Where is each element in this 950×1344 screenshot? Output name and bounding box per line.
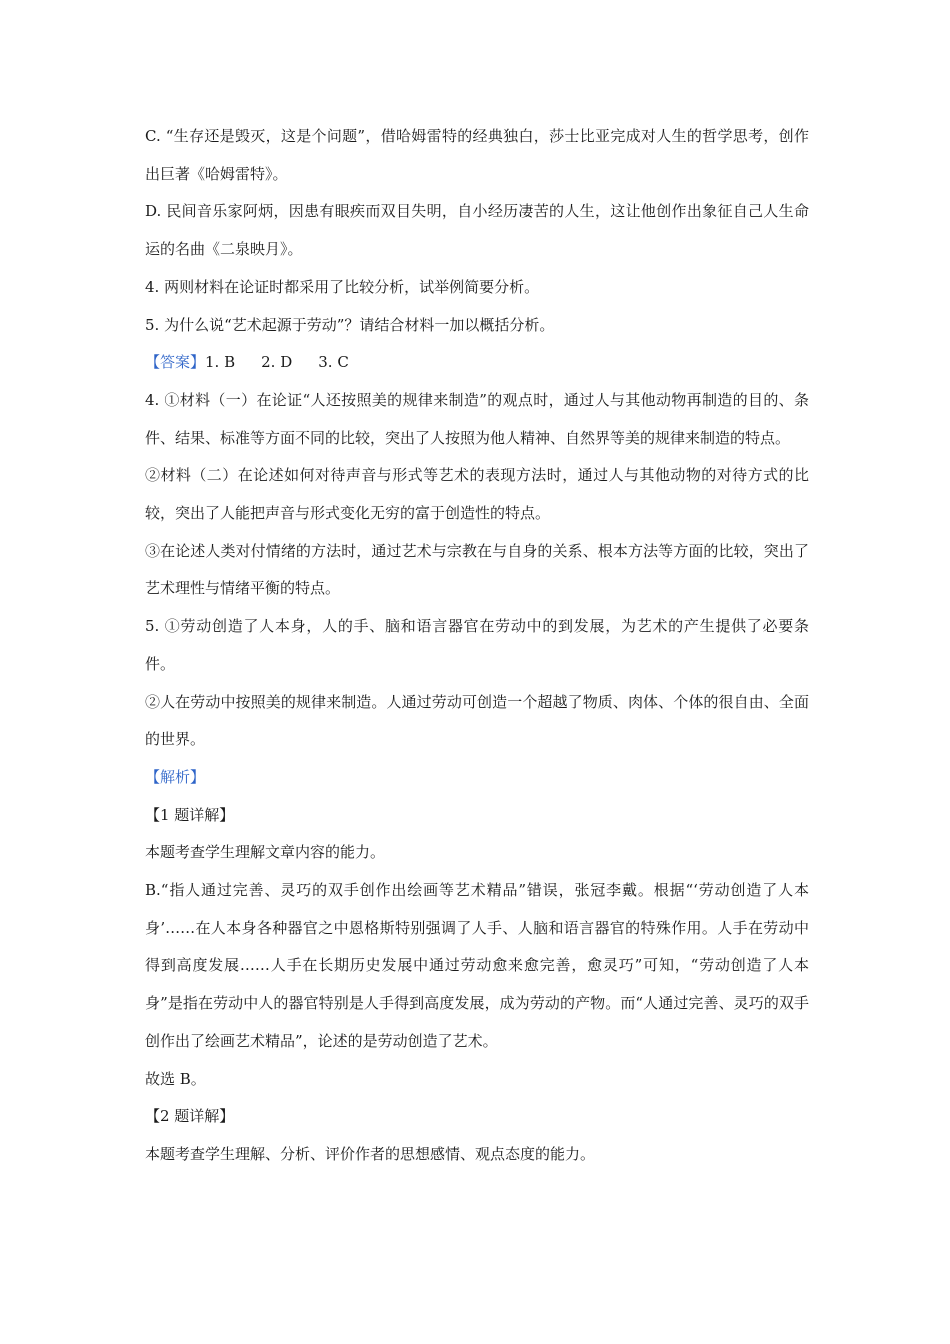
answer-summary bbox=[145, 344, 809, 382]
question-4: 4. 两则材料在论证时都采用了比较分析，试举例简要分析。 bbox=[145, 277, 540, 296]
answer-item-2: 2. D bbox=[261, 353, 293, 372]
q1-intro: 本题考查学生理解文章内容的能力。 bbox=[145, 843, 386, 862]
question-5: 5. 为什么说“艺术起源于劳动”？请结合材料一加以概括分析。 bbox=[145, 315, 555, 334]
answer-4-part-3: ③在论述人类对付情绪的方法时，通过艺术与宗教在与自身的关系、根本方法等方面的比较，突出了艺术理性与情绪平衡的特点。 bbox=[145, 541, 809, 598]
q2-intro: 本题考查学生理解、分析、评价作者的思想感情、观点态度的能力。 bbox=[145, 1144, 596, 1163]
answer-item-1: 1. B bbox=[205, 353, 236, 372]
answer-item-3: 3. C bbox=[318, 353, 349, 372]
q1-conclusion: 故选 B。 bbox=[145, 1069, 206, 1088]
answer-4-part-1: 4. ①材料（一）在论证“人还按照美的规律来制造”的观点时，通过人与其他动物再制造的目的、条件、结果、标准等方面不同的比较，突出了人按照为他人精神、自然界等美的规律来制造的特点。 bbox=[145, 390, 809, 447]
answer-4-part-2: ②材料（二）在论述如何对待声音与形式等艺术的表现方法时，通过人与其他动物的对待方式的比较，突出了人能把声音与形式变化无穷的富于创造性的特点。 bbox=[145, 466, 809, 523]
q1-detail-title: 【1 题详解】 bbox=[145, 805, 235, 824]
option-c: C. “生存还是毁灭，这是个问题”，借哈姆雷特的经典独白，莎士比亚完成对人生的哲学思考，创作出巨著《哈姆雷特》。 bbox=[145, 127, 809, 183]
option-d: D. 民间音乐家阿炳，因患有眼疾而双目失明，自小经历凄苦的人生，这让他创作出象征自己人生命运的名曲《二泉映月》。 bbox=[145, 202, 809, 259]
q2-detail-title: 【2 题详解】 bbox=[145, 1107, 235, 1126]
answer-5-part-2: ②人在劳动中按照美的规律来制造。人通过劳动可创造一个超越了物质、肉体、个体的很自由、全面的世界。 bbox=[145, 692, 809, 749]
analysis-label: 【解析】 bbox=[145, 767, 206, 786]
answer-label: 【答案】 bbox=[145, 353, 206, 372]
answer-5-part-1: 5. ①劳动创造了人本身，人的手、脑和语言器官在劳动中的到发展，为艺术的产生提供了必要条件。 bbox=[145, 617, 809, 673]
q1-body: B.“指人通过完善、灵巧的双手创作出绘画等艺术精品”错误，张冠李戴。根据“‘劳动创造了人本身’……在人本身各种器官之中恩格斯特别强调了人手、人脑和语言器官的特殊作用。人手在劳动中得到高度发展……人手在长期历史发展中通过劳动愈来愈完善，愈灵巧”可知，“劳动创造了人本身”是指在劳动中人的器官特别是人手得到高度发展，成为劳动的产物。而“人通过完善、灵巧的双手创作出了绘画艺术精品”，论述的是劳动创造了艺术。 bbox=[145, 881, 809, 1050]
document-page bbox=[145, 118, 809, 1174]
